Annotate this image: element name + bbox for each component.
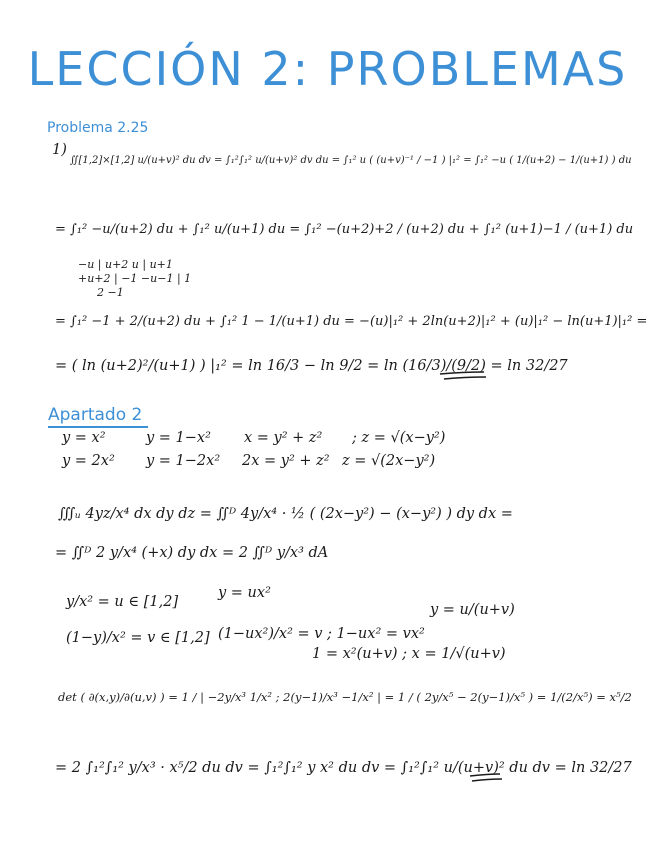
equation-line-2: = ∫₁² −u/(u+2) du + ∫₁² u/(u+1) du = ∫₁² −(u+2)+2 / (u+2) du + ∫₁² (u+1)−1 / (u+1) du — [55, 222, 634, 237]
equation-line-1: ∬[1,2]×[1,2] u/(u+v)² du dv = ∫₁²∫₁² u/(u+v)² dv du = ∫₁² u ( (u+v)⁻¹ / −1 ) |₁² = ∫₁² −u ( 1/(u+2) − 1/(u+1) ) du — [70, 155, 632, 166]
double-integral-line: = ∬ᴰ 2 y/x⁴ (+x) dy dx = 2 ∬ᴰ y/x³ dA — [55, 545, 329, 561]
division-row-1: −u | u+2 u | u+1 — [78, 258, 173, 271]
section-heading-apartado: Apartado 2 — [48, 405, 148, 428]
surface-x: x = y² + z² — [244, 430, 323, 446]
equation-line-4: = ( ln (u+2)²/(u+1) ) |₁² = ln 16/3 − ln 9/2 = ln (16/3)/(9/2) = ln 32/27 — [55, 358, 568, 374]
curve-y-1-x2: y = 1−x² — [146, 430, 211, 446]
y-result: y = u/(u+v) — [430, 602, 515, 618]
x-result: 1 = x²(u+v) ; x = 1/√(u+v) — [312, 646, 506, 662]
curve-y-x2: y = x² — [62, 430, 106, 446]
surface-z: ; z = √(x−y²) — [352, 430, 446, 446]
final-integral-line: = 2 ∫₁²∫₁² y/x³ · x⁵/2 du dv = ∫₁²∫₁² y x² du dv = ∫₁²∫₁² u/(u+v)² du dv = ln 32/27 — [55, 760, 632, 776]
surface-z2: z = √(2x−y²) — [342, 453, 436, 469]
division-row-3: 2 −1 — [97, 286, 124, 299]
triple-integral-line: ∭ᵤ 4yz/x⁴ dx dy dz = ∬ᴰ 4y/x⁴ · ½ ( (2x−y²) − (x−y²) ) dy dx = — [58, 506, 513, 522]
jacobian-line: det ( ∂(x,y)/∂(u,v) ) = 1 / | −2y/x³ 1/x² ; 2(y−1)/x³ −1/x² | = 1 / ( 2y/x⁵ − 2(y−1)/x⁵ ) = 1/(2/x⁵) = x⁵/2 — [58, 690, 632, 704]
curve-y-1-2x2: y = 1−2x² — [146, 453, 221, 469]
item-number: 1) — [52, 142, 67, 158]
y-equals-ux2: y = ux² — [218, 585, 271, 601]
curve-y-2x2: y = 2x² — [62, 453, 115, 469]
change-v: (1−y)/x² = v ∈ [1,2] — [66, 630, 210, 646]
underline-result-1 — [440, 372, 486, 379]
surface-2x: 2x = y² + z² — [242, 453, 330, 469]
section-heading-problema: Problema 2.25 — [47, 120, 149, 136]
change-u: y/x² = u ∈ [1,2] — [66, 594, 179, 610]
underline-result-2 — [470, 774, 502, 781]
page-title: LECCIÓN 2: PROBLEMAS — [27, 42, 628, 96]
equation-line-3: = ∫₁² −1 + 2/(u+2) du + ∫₁² 1 − 1/(u+1) du = −(u)|₁² + 2ln(u+2)|₁² + (u)|₁² − ln(u+1)|₁² = — [55, 314, 648, 329]
substitution-line: (1−ux²)/x² = v ; 1−ux² = vx² — [218, 626, 425, 642]
division-row-2: +u+2 | −1 −u−1 | 1 — [78, 272, 192, 285]
